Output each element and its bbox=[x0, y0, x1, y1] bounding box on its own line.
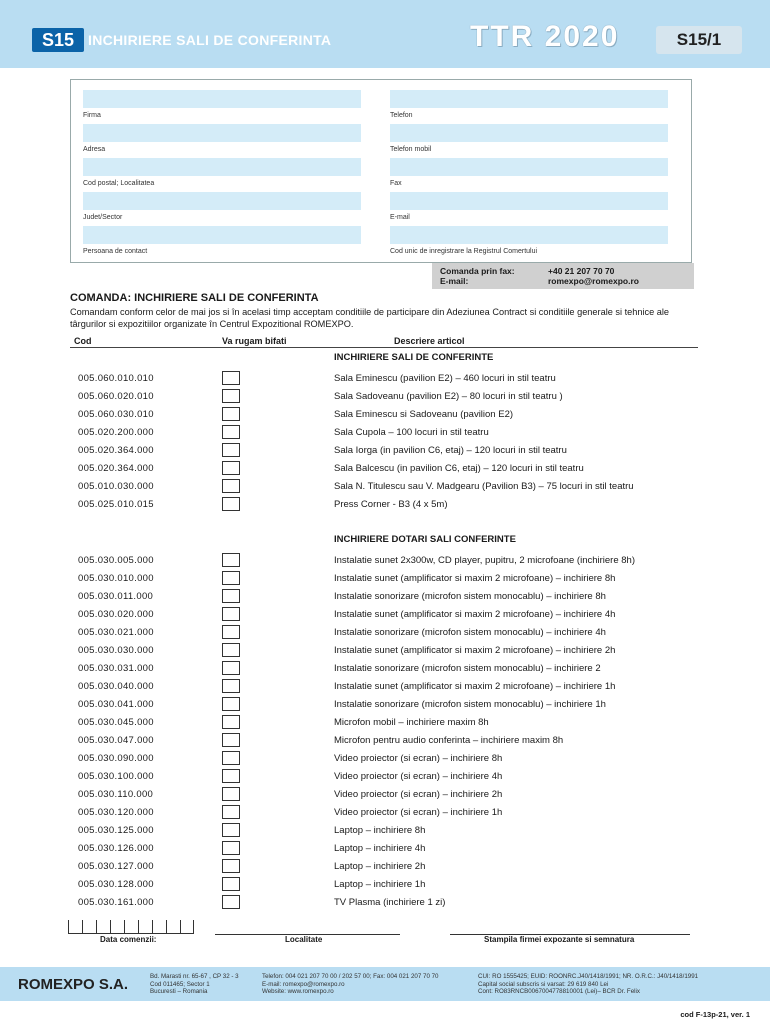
item-code: 005.030.047.000 bbox=[78, 735, 154, 746]
item-description: Laptop – inchiriere 2h bbox=[334, 861, 426, 872]
item-checkbox[interactable] bbox=[222, 787, 240, 801]
item-code: 005.030.090.000 bbox=[78, 753, 154, 764]
item-description: Sala Sadoveanu (pavilion E2) – 80 locuri in stil teatru ) bbox=[334, 391, 563, 402]
item-checkbox[interactable] bbox=[222, 443, 240, 457]
item-description: Microfon pentru audio conferinta – inchiriere maxim 8h bbox=[334, 735, 564, 746]
item-description: Sala Eminescu si Sadoveanu (pavilion E2) bbox=[334, 409, 514, 420]
form-input[interactable] bbox=[390, 124, 668, 142]
item-checkbox[interactable] bbox=[222, 461, 240, 475]
item-description: Video proiector (si ecran) – inchiriere 1h bbox=[334, 807, 503, 818]
form-field bbox=[390, 192, 668, 221]
table-row bbox=[0, 696, 770, 714]
item-description: Sala Balcescu (in pavilion C6, etaj) – 120 locuri in stil teatru bbox=[334, 463, 584, 474]
item-description: Sala Cupola – 100 locuri in stil teatru bbox=[334, 427, 489, 438]
table-row bbox=[0, 804, 770, 822]
item-checkbox[interactable] bbox=[222, 371, 240, 385]
table-row bbox=[0, 442, 770, 460]
item-checkbox[interactable] bbox=[222, 697, 240, 711]
header-band bbox=[0, 0, 770, 68]
table-row bbox=[0, 732, 770, 750]
item-code: 005.030.041.000 bbox=[78, 699, 154, 710]
item-code: 005.030.128.000 bbox=[78, 879, 154, 890]
item-code: 005.030.161.000 bbox=[78, 897, 154, 908]
form-field bbox=[83, 158, 361, 187]
email-value: romexpo@romexpo.ro bbox=[548, 276, 639, 286]
item-code: 005.030.045.000 bbox=[78, 717, 154, 728]
company-form bbox=[70, 79, 692, 263]
form-label: Firma bbox=[83, 112, 101, 119]
item-description: Press Corner - B3 (4 x 5m) bbox=[334, 499, 448, 510]
item-description: Sala Iorga (in pavilion C6, etaj) – 120 locuri in stil teatru bbox=[334, 445, 567, 456]
item-code: 005.030.120.000 bbox=[78, 807, 154, 818]
form-label: Persoana de contact bbox=[83, 248, 148, 255]
email-label: E-mail: bbox=[440, 276, 469, 286]
item-description: Instalatie sonorizare (microfon sistem monocablu) – inchiriere 4h bbox=[334, 627, 606, 638]
item-description: Instalatie sunet (amplificator si maxim 2 microfoane) – inchiriere 2h bbox=[334, 645, 616, 656]
date-boxes[interactable] bbox=[68, 920, 194, 934]
form-label: Adresa bbox=[83, 146, 106, 153]
table-row bbox=[0, 588, 770, 606]
item-description: Sala N. Titulescu sau V. Madgearu (Pavilion B3) – 75 locuri in stil teatru bbox=[334, 481, 634, 492]
form-label: E-mail bbox=[390, 214, 410, 221]
table-row bbox=[0, 388, 770, 406]
item-checkbox[interactable] bbox=[222, 751, 240, 765]
item-code: 005.020.364.000 bbox=[78, 445, 154, 456]
item-code: 005.030.005.000 bbox=[78, 555, 154, 566]
form-input[interactable] bbox=[390, 192, 668, 210]
item-checkbox[interactable] bbox=[222, 679, 240, 693]
item-code: 005.030.125.000 bbox=[78, 825, 154, 836]
form-field bbox=[83, 192, 361, 221]
item-checkbox[interactable] bbox=[222, 733, 240, 747]
form-label: Judet/Sector bbox=[83, 214, 123, 221]
table-row bbox=[0, 786, 770, 804]
form-field bbox=[390, 158, 668, 187]
section-title: COMANDA: INCHIRIERE SALI DE CONFERINTA bbox=[70, 292, 319, 304]
item-code: 005.030.127.000 bbox=[78, 861, 154, 872]
item-description: Instalatie sunet (amplificator si maxim 2 microfoane) – inchiriere 8h bbox=[334, 573, 616, 584]
form-input[interactable] bbox=[83, 124, 361, 142]
item-checkbox[interactable] bbox=[222, 715, 240, 729]
item-checkbox[interactable] bbox=[222, 571, 240, 585]
header-title: INCHIRIERE SALI DE CONFERINTA bbox=[88, 32, 332, 48]
item-description: Instalatie sonorizare (microfon sistem monocablu) – inchiriere 1h bbox=[334, 699, 606, 710]
table-row bbox=[0, 714, 770, 732]
item-description: Instalatie sunet 2x300w, CD player, pupitru, 2 microfoane (inchiriere 8h) bbox=[334, 555, 635, 566]
item-checkbox[interactable] bbox=[222, 389, 240, 403]
item-code: 005.030.010.000 bbox=[78, 573, 154, 584]
item-code: 005.020.200.000 bbox=[78, 427, 154, 438]
item-description: Laptop – inchiriere 8h bbox=[334, 825, 426, 836]
table-row bbox=[0, 370, 770, 388]
table-row bbox=[0, 876, 770, 894]
form-label: Telefon bbox=[390, 112, 413, 119]
document-code: cod F-13p-21, ver. 1 bbox=[680, 1010, 750, 1019]
item-description: Instalatie sunet (amplificator si maxim 2 microfoane) – inchiriere 4h bbox=[334, 609, 616, 620]
item-description: Video proiector (si ecran) – inchiriere 8h bbox=[334, 753, 503, 764]
item-checkbox[interactable] bbox=[222, 661, 240, 675]
form-input[interactable] bbox=[83, 90, 361, 108]
item-code: 005.060.030.010 bbox=[78, 409, 154, 420]
item-description: Video proiector (si ecran) – inchiriere 4h bbox=[334, 771, 503, 782]
table-row bbox=[0, 822, 770, 840]
place-label: Localitate bbox=[285, 935, 323, 944]
item-description: Laptop – inchiriere 4h bbox=[334, 843, 426, 854]
form-input[interactable] bbox=[390, 226, 668, 244]
item-description: Microfon mobil – inchiriere maxim 8h bbox=[334, 717, 489, 728]
form-field bbox=[83, 226, 361, 255]
item-description: Instalatie sonorizare (microfon sistem monocablu) – inchiriere 8h bbox=[334, 591, 606, 602]
footer-legal: CUI: RO 1555425; EUID: ROONRC.J40/1418/1991; NR. O.R.C.: J40/1418/1991 Capital social subscris si varsat: 29 619 840 Lei Cont: RO83RNCB0067004778810001 (Lei)– BCR Dr. Felix bbox=[478, 973, 699, 995]
item-checkbox[interactable] bbox=[222, 805, 240, 819]
column-header-check: Va rugam bifati bbox=[222, 336, 287, 346]
fax-value: +40 21 207 70 70 bbox=[548, 266, 615, 276]
item-checkbox[interactable] bbox=[222, 407, 240, 421]
event-title: TTR 2020 bbox=[470, 20, 620, 53]
table-row bbox=[0, 460, 770, 478]
item-description: Sala Eminescu (pavilion E2) – 460 locuri in stil teatru bbox=[334, 373, 556, 384]
order-contact-box bbox=[432, 263, 694, 289]
column-header-rule bbox=[70, 347, 698, 348]
table-row bbox=[0, 660, 770, 678]
item-checkbox[interactable] bbox=[222, 497, 240, 511]
date-label: Data comenzii: bbox=[100, 935, 157, 944]
form-label: Telefon mobil bbox=[390, 146, 432, 153]
item-code: 005.030.011.000 bbox=[78, 591, 154, 602]
form-field bbox=[390, 124, 668, 153]
item-description: Video proiector (si ecran) – inchiriere 2h bbox=[334, 789, 503, 800]
form-input[interactable] bbox=[390, 90, 668, 108]
item-code: 005.030.030.000 bbox=[78, 645, 154, 656]
item-checkbox[interactable] bbox=[222, 769, 240, 783]
table-row bbox=[0, 768, 770, 786]
form-field bbox=[390, 90, 668, 119]
item-checkbox[interactable] bbox=[222, 479, 240, 493]
section-code-badge: S15 bbox=[32, 28, 84, 52]
item-checkbox[interactable] bbox=[222, 859, 240, 873]
form-label: Cod unic de inregistrare la Registrul Comertului bbox=[390, 248, 538, 255]
stamp-label: Stampila firmei expozante si semnatura bbox=[484, 935, 635, 944]
table-row bbox=[0, 642, 770, 660]
category-title: INCHIRIERE SALI DE CONFERINTE bbox=[334, 352, 494, 363]
item-checkbox[interactable] bbox=[222, 643, 240, 657]
item-checkbox[interactable] bbox=[222, 823, 240, 837]
item-code: 005.020.364.000 bbox=[78, 463, 154, 474]
item-description: Instalatie sonorizare (microfon sistem monocablu) – inchiriere 2 bbox=[334, 663, 601, 674]
table-row bbox=[0, 424, 770, 442]
form-label: Cod postal; Localitatea bbox=[83, 180, 155, 187]
form-field bbox=[83, 90, 361, 119]
item-description: Instalatie sunet (amplificator si maxim 2 microfoane) – inchiriere 1h bbox=[334, 681, 616, 692]
table-row bbox=[0, 858, 770, 876]
item-checkbox[interactable] bbox=[222, 877, 240, 891]
page-badge: S15/1 bbox=[656, 26, 742, 54]
form-input[interactable] bbox=[83, 158, 361, 176]
table-row bbox=[0, 496, 770, 514]
form-field bbox=[83, 124, 361, 153]
footer-address: Bd. Marasti nr. 65-67 , CP 32 - 3 Cod 011465; Sector 1 Bucuresti – Romania bbox=[150, 973, 239, 995]
item-code: 005.025.010.015 bbox=[78, 499, 154, 510]
item-checkbox[interactable] bbox=[222, 425, 240, 439]
table-row bbox=[0, 894, 770, 912]
item-checkbox[interactable] bbox=[222, 607, 240, 621]
item-checkbox[interactable] bbox=[222, 895, 240, 909]
table-row bbox=[0, 570, 770, 588]
table-row bbox=[0, 840, 770, 858]
form-label: Fax bbox=[390, 180, 402, 187]
item-description: Laptop – inchiriere 1h bbox=[334, 879, 426, 890]
form-input[interactable] bbox=[83, 226, 361, 244]
item-checkbox[interactable] bbox=[222, 625, 240, 639]
item-code: 005.030.100.000 bbox=[78, 771, 154, 782]
fax-label: Comanda prin fax: bbox=[440, 266, 515, 276]
romexpo-logo: ROMEXPO S.A. bbox=[18, 976, 129, 993]
column-header-desc: Descriere articol bbox=[394, 336, 465, 346]
item-code: 005.030.126.000 bbox=[78, 843, 154, 854]
item-code: 005.030.040.000 bbox=[78, 681, 154, 692]
category-title: INCHIRIERE DOTARI SALI CONFERINTE bbox=[334, 534, 516, 545]
item-code: 005.010.030.000 bbox=[78, 481, 154, 492]
item-checkbox[interactable] bbox=[222, 553, 240, 567]
item-code: 005.030.031.000 bbox=[78, 663, 154, 674]
table-row bbox=[0, 624, 770, 642]
item-code: 005.060.020.010 bbox=[78, 391, 154, 402]
item-checkbox[interactable] bbox=[222, 841, 240, 855]
table-row bbox=[0, 478, 770, 496]
intro-text: Comandam conform celor de mai jos si în acelasi timp acceptam conditiile de participare din Adeziunea Contract si conditiile generale si tehnice ale târgurilor si expozitiilor organizate în Centrul Expozitional ROMEXPO. bbox=[70, 307, 670, 329]
item-code: 005.030.021.000 bbox=[78, 627, 154, 638]
form-field bbox=[390, 226, 668, 255]
form-input[interactable] bbox=[83, 192, 361, 210]
item-description: TV Plasma (inchiriere 1 zi) bbox=[334, 897, 446, 908]
table-row bbox=[0, 406, 770, 424]
footer-band bbox=[0, 967, 770, 1001]
column-header-code: Cod bbox=[74, 336, 92, 346]
item-code: 005.030.020.000 bbox=[78, 609, 154, 620]
table-row bbox=[0, 606, 770, 624]
item-code: 005.030.110.000 bbox=[78, 789, 154, 800]
table-row bbox=[0, 552, 770, 570]
item-code: 005.060.010.010 bbox=[78, 373, 154, 384]
footer-contact: Telefon: 004 021 207 70 00 / 202 57 00; Fax: 004 021 207 70 70 E-mail: romexpo@romexpo.ro Website: www.romexpo.ro bbox=[262, 973, 439, 995]
table-row bbox=[0, 750, 770, 768]
form-input[interactable] bbox=[390, 158, 668, 176]
item-checkbox[interactable] bbox=[222, 589, 240, 603]
table-row bbox=[0, 678, 770, 696]
